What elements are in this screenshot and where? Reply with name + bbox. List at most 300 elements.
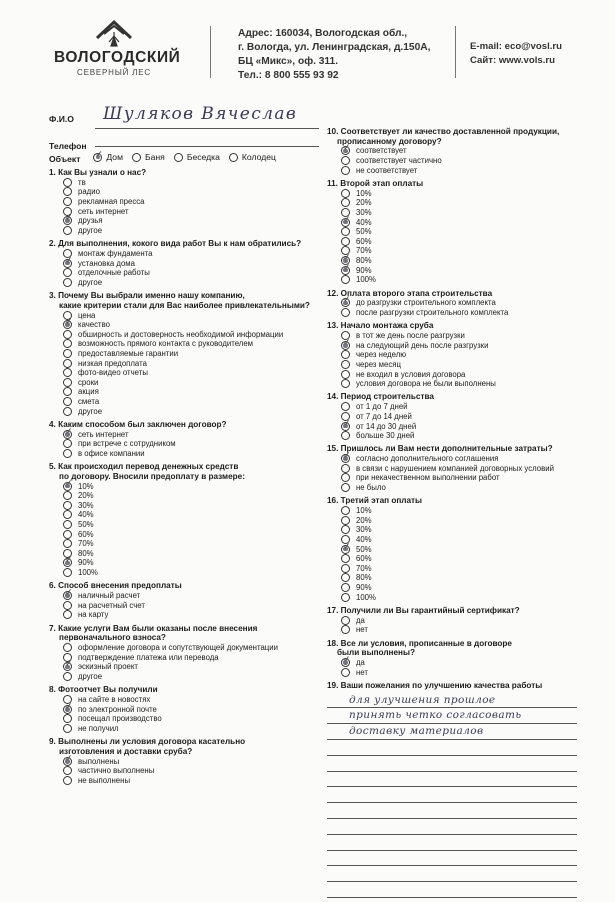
answer-option-label: предоставляемые гарантии [78,348,179,358]
radio-empty-icon[interactable] [63,349,72,358]
question-block [49,737,314,785]
radio-empty-icon[interactable] [341,156,350,165]
radio-checked-icon[interactable] [63,558,72,567]
radio-empty-icon[interactable] [63,510,72,519]
answer-option[interactable] [327,208,577,218]
answer-option-label: больше 30 дней [356,431,415,441]
answer-option-label: нет [356,625,368,635]
writing-line [327,866,577,882]
answer-option-label: частично выполнены [78,766,155,776]
radio-checked-icon[interactable] [63,430,72,439]
object-option-label: Дом [106,152,123,162]
radio-empty-icon[interactable] [63,672,72,681]
answer-option-label: не выполнены [78,775,131,785]
answer-option[interactable] [49,397,314,407]
company-logo [54,18,181,77]
answer-option-label: от 1 до 7 дней [356,402,408,412]
radio-checked-icon[interactable] [63,216,72,225]
question-title: какие критерии стали для Вас наиболее привлекательными? [59,300,310,310]
radio-checked-icon[interactable] [341,658,350,667]
radio-empty-icon[interactable] [341,370,350,379]
radio-empty-icon[interactable] [341,198,350,207]
answer-option[interactable] [49,520,314,530]
answer-option[interactable] [49,568,314,578]
question-title: 8. Фотоотчет Вы получили [49,685,158,695]
radio-checked-icon[interactable] [341,545,350,554]
answer-option-label: 10% [78,481,94,491]
answer-option[interactable] [327,421,577,431]
answer-option-label: рекламная пресса [78,197,145,207]
question-block [327,127,577,175]
answer-option-label: другое [78,225,103,235]
answer-option[interactable] [327,667,577,677]
radio-empty-icon[interactable] [63,724,72,733]
radio-empty-icon[interactable] [341,583,350,592]
radio-empty-icon[interactable] [132,153,141,162]
question-block [327,289,577,318]
answer-option-label: 50% [356,544,372,554]
answer-option-label: 50% [78,520,94,530]
answer-option[interactable] [49,330,314,340]
radio-empty-icon[interactable] [63,187,72,196]
answer-option[interactable] [49,187,314,197]
radio-checked-icon[interactable] [63,757,72,766]
radio-empty-icon[interactable] [341,360,350,369]
question-title: 9. Выполнены ли условия договора касательно [49,737,246,747]
radio-checked-icon[interactable] [63,259,72,268]
answer-option[interactable] [327,246,577,256]
address-line: Адрес: 160034, Вологодская обл., [238,28,408,39]
answer-option[interactable] [49,278,314,288]
answer-option-label: 40% [356,535,372,545]
phone-underline [95,146,319,147]
question-block [327,496,577,602]
radio-checked-icon[interactable] [341,422,350,431]
answer-option-label: да [356,615,365,625]
radio-empty-icon[interactable] [63,714,72,723]
answer-option-label: на расчетный счет [78,600,145,610]
object-option[interactable] [132,152,165,162]
answer-option[interactable] [327,506,577,516]
question-title: 13. Начало монтажа сруба [327,321,434,331]
answer-option[interactable] [49,339,314,349]
writing-line [327,803,577,819]
answer-option[interactable] [49,439,314,449]
answer-option[interactable] [327,227,577,237]
question-block [49,239,314,287]
answer-option[interactable] [49,672,314,682]
answer-option-label: смета [78,396,100,406]
radio-empty-icon[interactable] [63,339,72,348]
answer-option-label: при встрече с сотрудником [78,439,176,449]
answer-option-label: не соответствует [356,165,418,175]
radio-checked-icon[interactable] [341,146,350,155]
radio-empty-icon[interactable] [63,226,72,235]
answer-option-label: по электронной почте [78,704,157,714]
answer-option-label: 80% [356,256,372,266]
answer-option-label: на следующий день после разгрузки [356,340,489,350]
phone-line: Тел.: 8 800 555 93 92 [238,70,339,81]
radio-empty-icon[interactable] [341,308,350,317]
answer-option[interactable] [327,265,577,275]
answer-option-label: 100% [78,568,98,578]
question-title: 15. Пришлось ли Вам нести дополнительные затраты? [327,444,553,454]
answer-option-label: от 7 до 14 дней [356,411,412,421]
answer-option[interactable] [49,481,314,491]
answer-option-label: отделочные работы [78,268,150,278]
radio-empty-icon[interactable] [63,539,72,548]
radio-empty-icon[interactable] [63,278,72,287]
radio-checked-icon[interactable] [341,341,350,350]
answer-option[interactable] [327,412,577,422]
answer-option[interactable] [327,350,577,360]
radio-empty-icon[interactable] [63,407,72,416]
answer-option-label: 80% [78,548,94,558]
object-option[interactable] [229,152,276,162]
email-text: E-mail: eco@vosl.ru [470,41,562,52]
radio-checked-icon[interactable] [63,591,72,600]
question-title: 14. Период строительства [327,392,434,402]
answer-option-label: наличный расчет [78,591,141,601]
answer-option[interactable] [49,216,314,226]
answer-option[interactable] [49,704,314,714]
answer-option[interactable] [49,206,314,216]
radio-empty-icon[interactable] [341,379,350,388]
object-option[interactable] [174,152,220,162]
radio-empty-icon[interactable] [341,402,350,411]
radio-empty-icon[interactable] [63,568,72,577]
question-block [327,606,577,635]
radio-empty-icon[interactable] [63,378,72,387]
radio-empty-icon[interactable] [341,166,350,175]
radio-empty-icon[interactable] [63,197,72,206]
answer-option[interactable] [49,539,314,549]
answer-option-label: 10% [356,188,372,198]
radio-checked-icon[interactable] [341,298,350,307]
answer-option[interactable] [327,331,577,341]
answer-option[interactable] [49,549,314,559]
answer-option[interactable] [327,516,577,526]
answer-option[interactable] [49,766,314,776]
answer-option-label: качество [78,320,111,330]
radio-empty-icon[interactable] [63,268,72,277]
writing-line [327,787,577,803]
answer-option[interactable] [49,695,314,705]
answer-option-label: да [356,658,365,668]
answer-option[interactable] [327,658,577,668]
question-block [327,179,577,285]
answer-option[interactable] [327,308,577,318]
answer-option[interactable] [327,573,577,583]
answer-option[interactable] [49,368,314,378]
radio-checked-icon[interactable] [63,662,72,671]
question-block [49,462,314,577]
radio-empty-icon[interactable] [63,330,72,339]
radio-empty-icon[interactable] [63,501,72,510]
radio-empty-icon[interactable] [341,668,350,677]
answer-option-label: 80% [356,573,372,583]
writing-line [327,882,577,898]
answer-option[interactable] [49,268,314,278]
answer-option-label: 40% [78,510,94,520]
radio-empty-icon[interactable] [341,525,350,534]
phone-field[interactable] [49,136,319,149]
address-line: БЦ «Микс», оф. 311. [238,56,339,67]
answer-option-label: от 14 до 30 дней [356,421,417,431]
answer-option-label: другое [78,277,103,287]
radio-empty-icon[interactable] [63,449,72,458]
answer-option[interactable] [49,653,314,663]
question-block [49,291,314,416]
answer-option-label: сроки [78,377,99,387]
answer-option[interactable] [327,525,577,535]
radio-empty-icon[interactable] [341,554,350,563]
answer-option-label: подтверждение платежа или перевода [78,652,219,662]
radio-empty-icon[interactable] [341,189,350,198]
answer-option[interactable] [49,601,314,611]
answer-option-label: 70% [356,563,372,573]
answer-option-label: цена [78,310,96,320]
answer-option[interactable] [327,256,577,266]
answer-option-label: 70% [356,246,372,256]
answer-option[interactable] [49,776,314,786]
radio-empty-icon[interactable] [63,397,72,406]
answer-option-label: условия договора не были выполнены [356,379,496,389]
answer-option-label: через неделю [356,350,407,360]
answer-option[interactable] [327,483,577,493]
answer-option[interactable] [49,491,314,501]
answer-option[interactable] [49,358,314,368]
answer-option[interactable] [327,369,577,379]
left-column [49,168,314,789]
answer-option[interactable] [327,454,577,464]
object-label: Объект [49,153,81,164]
radio-empty-icon[interactable] [341,573,350,582]
question-block [49,420,314,458]
answer-option[interactable] [49,377,314,387]
question-title: по договору. Вносили предоплату в размере: [59,471,245,481]
phone-label: Телефон [49,141,87,151]
radio-checked-icon[interactable] [63,320,72,329]
answer-option-label: на карту [78,610,109,620]
question-title: 6. Способ внесения предоплаты [49,581,182,591]
radio-empty-icon[interactable] [63,610,72,619]
question-block [327,444,577,492]
radio-checked-icon[interactable] [63,482,72,491]
answer-option[interactable] [49,226,314,236]
answer-option[interactable] [49,406,314,416]
header-divider [210,26,211,78]
answer-option[interactable] [327,237,577,247]
answer-option[interactable] [327,275,577,285]
answer-option[interactable] [49,756,314,766]
answer-option-label: сеть интернет [78,206,129,216]
radio-empty-icon[interactable] [63,178,72,187]
answer-option-label: 40% [356,217,372,227]
radio-empty-icon[interactable] [63,530,72,539]
answer-option-label: согласно дополнительного соглашения [356,454,499,464]
answer-option[interactable] [49,178,314,188]
radio-empty-icon[interactable] [341,237,350,246]
wishes-block [327,681,577,898]
answer-option[interactable] [49,310,314,320]
radio-empty-icon[interactable] [63,439,72,448]
question-title: были выполнены? [337,648,415,658]
header-divider [455,26,456,78]
fio-value: Шуляков Вячеслав [103,104,298,124]
answer-option-label: 50% [356,227,372,237]
question-title: 10. Соответствует ли качество доставленной продукции, [327,127,560,136]
question-title: 7. Какие услуги Вам были оказаны после внесения [49,623,258,633]
radio-empty-icon[interactable] [341,431,350,440]
handwritten-answer: принять четко согласовать [349,709,522,722]
radio-empty-icon[interactable] [63,368,72,377]
answer-option-label: не получил [78,723,119,733]
answer-option[interactable] [327,156,577,166]
answer-option-label: 60% [356,554,372,564]
answer-option[interactable] [327,431,577,441]
question-block [49,624,314,682]
radio-empty-icon[interactable] [341,483,350,492]
answer-option[interactable] [327,402,577,412]
radio-empty-icon[interactable] [174,153,183,162]
object-option-label: Колодец [241,152,276,162]
radio-empty-icon[interactable] [341,616,350,625]
answer-option[interactable] [49,558,314,568]
question-block [327,392,577,440]
radio-empty-icon[interactable] [63,766,72,775]
answer-option[interactable] [327,554,577,564]
radio-checked-icon[interactable] [341,266,350,275]
radio-empty-icon[interactable] [229,153,238,162]
radio-empty-icon[interactable] [63,520,72,529]
answer-option-label: не входил в условия договора [356,369,466,379]
question-block [327,321,577,388]
answer-option-label: тв [78,177,86,187]
answer-option[interactable] [327,379,577,389]
radio-empty-icon[interactable] [63,601,72,610]
question-title: 5. Как происходил перевод денежных средств [49,462,239,472]
answer-option[interactable] [49,714,314,724]
answer-option[interactable] [49,501,314,511]
answer-option-label: до разгрузки строительного комплекта [356,298,496,308]
answer-option[interactable] [327,189,577,199]
question-block [49,581,314,619]
question-title: 1. Как Вы узнали о нас? [49,168,147,177]
radio-checked-icon[interactable] [63,705,72,714]
answer-option[interactable] [327,625,577,635]
answer-option[interactable] [327,564,577,574]
answer-option[interactable] [49,643,314,653]
answer-option[interactable] [49,510,314,520]
answer-option-label: сеть интернет [78,429,129,439]
radio-checked-icon[interactable] [93,153,102,162]
answer-option[interactable] [49,249,314,259]
logo-subtitle: СЕВЕРНЫЙ ЛЕС [77,68,151,77]
answer-option[interactable] [327,592,577,602]
answer-option[interactable] [327,198,577,208]
wishes-textarea[interactable] [327,693,577,898]
answer-option-label: выполнены [78,756,120,766]
radio-empty-icon[interactable] [63,359,72,368]
answer-option-label: через месяц [356,359,401,369]
answer-option[interactable] [49,449,314,459]
answer-option[interactable] [327,464,577,474]
answer-option-label: 100% [356,592,376,602]
answer-option[interactable] [327,616,577,626]
question-title: 11. Второй этап оплаты [327,178,424,188]
answer-option[interactable] [49,591,314,601]
answer-option[interactable] [49,724,314,734]
answer-option[interactable] [327,217,577,227]
answer-option[interactable] [49,429,314,439]
radio-empty-icon[interactable] [63,491,72,500]
writing-line [327,724,577,740]
radio-empty-icon[interactable] [341,275,350,284]
question-block [327,639,577,677]
answer-option[interactable] [327,535,577,545]
answer-option-label: 20% [356,515,372,525]
radio-empty-icon[interactable] [63,776,72,785]
answer-option[interactable] [327,146,577,156]
radio-empty-icon[interactable] [341,593,350,602]
writing-line [327,693,577,709]
radio-empty-icon[interactable] [341,473,350,482]
question-block [49,685,314,733]
answer-option[interactable] [49,349,314,359]
fio-field[interactable] [49,104,319,130]
answer-option[interactable] [49,610,314,620]
question-title: 18. Все ли условия, прописанные в договоре [327,638,512,648]
answer-option[interactable] [327,165,577,175]
object-option[interactable] [93,152,123,162]
question-block [49,168,314,235]
answer-option[interactable] [49,529,314,539]
radio-checked-icon[interactable] [341,218,350,227]
answer-option-label: посещал производство [78,714,162,724]
radio-empty-icon[interactable] [63,643,72,652]
answer-option[interactable] [327,298,577,308]
radio-empty-icon[interactable] [341,625,350,634]
radio-empty-icon[interactable] [341,464,350,473]
answer-option-label: 60% [78,529,94,539]
radio-empty-icon[interactable] [341,516,350,525]
radio-empty-icon[interactable] [341,227,350,236]
answer-option[interactable] [49,197,314,207]
answer-option-label: при некачественном выполнении работ [356,473,500,483]
answer-option[interactable] [327,473,577,483]
answer-option-label: друзья [78,216,103,226]
radio-empty-icon[interactable] [341,564,350,573]
answer-option[interactable] [327,360,577,370]
question-title: 17. Получили ли Вы гарантийный сертификат? [327,605,520,615]
answer-option[interactable] [49,320,314,330]
answer-option[interactable] [49,662,314,672]
answer-option[interactable] [49,387,314,397]
answer-option[interactable] [327,340,577,350]
radio-empty-icon[interactable] [341,506,350,515]
answer-option[interactable] [327,583,577,593]
answer-option[interactable] [327,544,577,554]
radio-empty-icon[interactable] [341,350,350,359]
right-column [327,127,577,902]
radio-checked-icon[interactable] [341,454,350,463]
answer-option[interactable] [49,258,314,268]
answer-option-label: на сайте в новостях [78,695,151,705]
radio-empty-icon[interactable] [63,387,72,396]
writing-line [327,708,577,724]
answer-option-label: 30% [78,500,94,510]
